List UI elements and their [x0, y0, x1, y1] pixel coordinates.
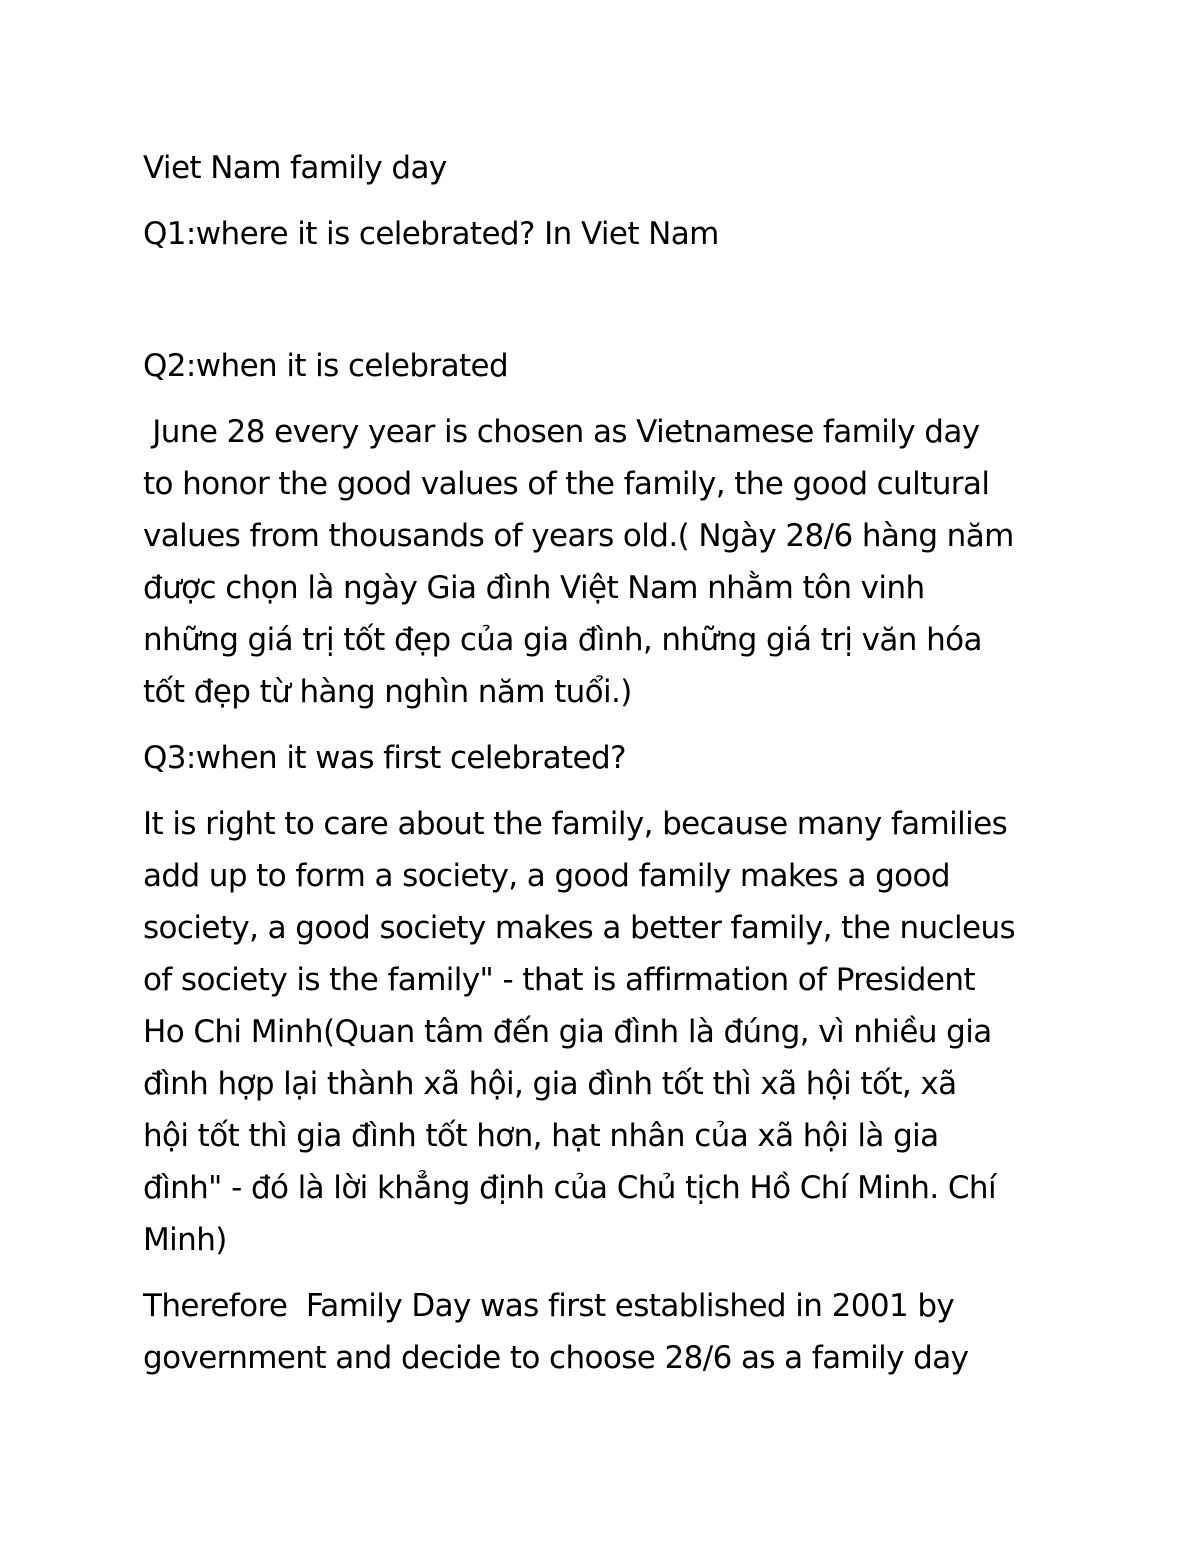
answer-line: society, a good society makes a better family, the nucleus	[143, 910, 1016, 946]
answer-line: add up to form a society, a good family makes a good	[143, 858, 950, 894]
answer-line: được chọn là ngày Gia đình Việt Nam nhằm tôn vinh	[143, 570, 925, 606]
answer-line: Minh)	[143, 1222, 227, 1258]
answer-line: những giá trị tốt đẹp của gia đình, những giá trị văn hóa	[143, 622, 982, 658]
answer-line: June 28 every year is chosen as Vietnamese family day	[143, 414, 980, 450]
question-2-answer	[143, 406, 1063, 718]
document-title: Viet Nam family day	[143, 150, 447, 186]
conclusion	[143, 1280, 1063, 1384]
paragraph-spacing	[143, 1266, 1063, 1280]
paragraph-spacing	[143, 392, 1063, 406]
paragraph-spacing	[143, 784, 1063, 798]
answer-line: of society is the family" - that is affirmation of President	[143, 962, 975, 998]
answer-line: hội tốt thì gia đình tốt hơn, hạt nhân của xã hội là gia	[143, 1118, 939, 1154]
answer-line: values from thousands of years old.( Ngày 28/6 hàng năm	[143, 518, 1014, 554]
question-2: Q2:when it is celebrated	[143, 348, 509, 384]
conclusion-line: Therefore Family Day was first established in 2001 by	[143, 1288, 955, 1324]
paragraph-spacing	[143, 718, 1063, 732]
question-3-answer	[143, 798, 1063, 1266]
answer-line: tốt đẹp từ hàng nghìn năm tuổi.)	[143, 674, 632, 710]
answer-line: to honor the good values of the family, the good cultural	[143, 466, 990, 502]
question-3: Q3:when it was first celebrated?	[143, 740, 626, 776]
document-body	[143, 142, 1063, 1384]
paragraph-spacing	[143, 260, 1063, 340]
answer-line: đình" - đó là lời khẳng định của Chủ tịch Hồ Chí Minh. Chí	[143, 1170, 996, 1206]
paragraph-spacing	[143, 194, 1063, 208]
answer-line: đình hợp lại thành xã hội, gia đình tốt thì xã hội tốt, xã	[143, 1066, 957, 1102]
answer-line: Ho Chi Minh(Quan tâm đến gia đình là đúng, vì nhiều gia	[143, 1014, 992, 1050]
answer-line: It is right to care about the family, because many families	[143, 806, 1008, 842]
conclusion-line: government and decide to choose 28/6 as a family day	[143, 1340, 969, 1376]
question-1: Q1:where it is celebrated? In Viet Nam	[143, 216, 719, 252]
